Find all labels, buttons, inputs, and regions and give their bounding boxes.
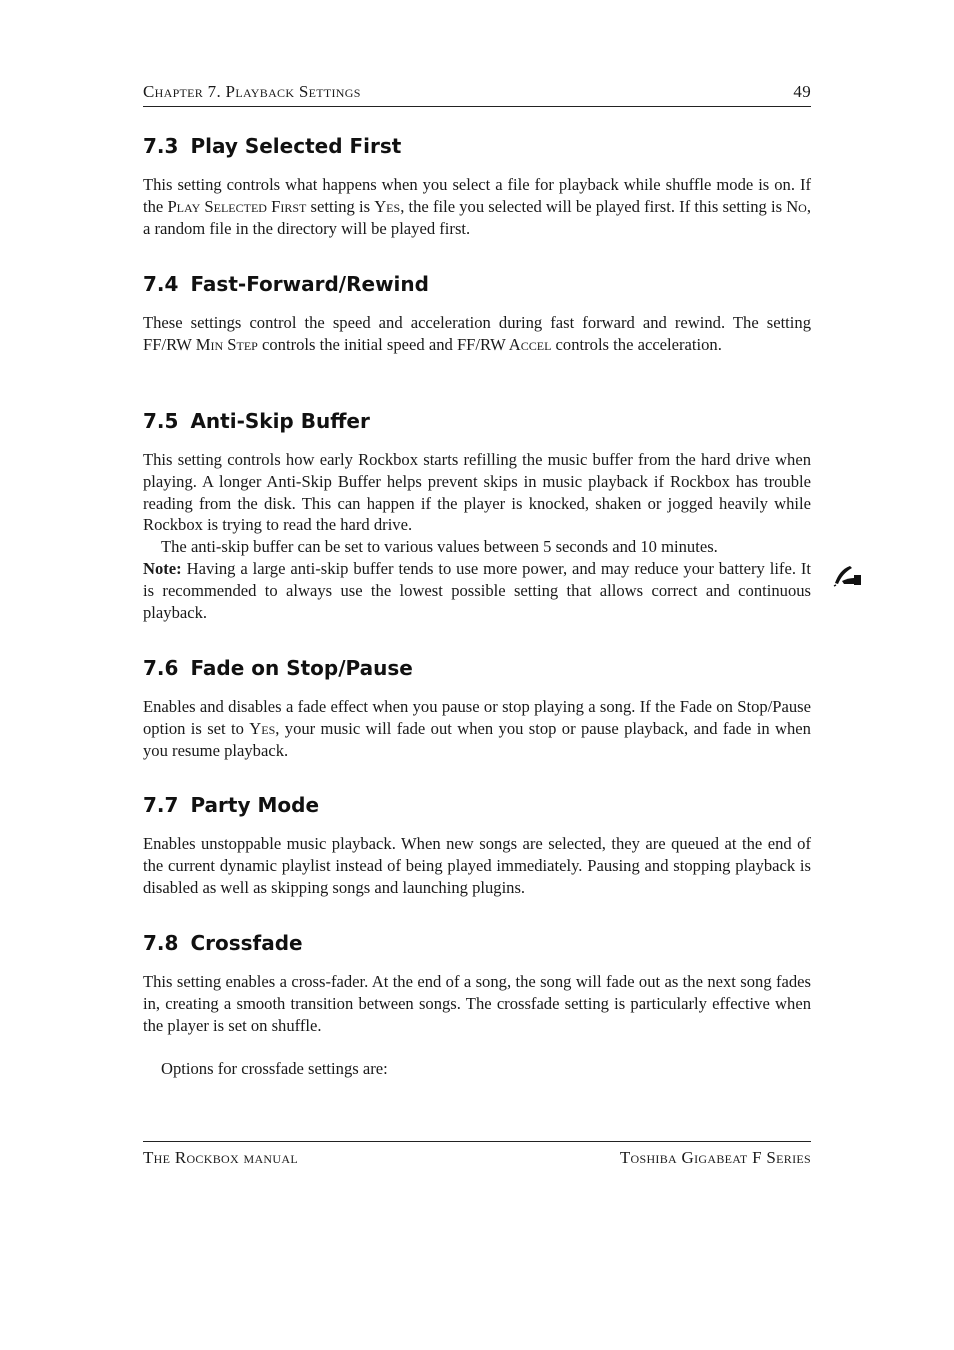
section-title: Crossfade bbox=[190, 931, 303, 955]
running-footer bbox=[143, 1141, 811, 1168]
section-heading bbox=[143, 408, 811, 434]
note-text: Having a large anti-skip buffer tends to use more power, and may reduce your battery life. It is recommended to always use the lowest possible setting that allows correct and continuous playback. bbox=[143, 558, 811, 622]
manual-title: The Rockbox manual bbox=[143, 1148, 298, 1167]
section-heading bbox=[143, 930, 811, 956]
text-run: These settings control the speed and acceleration during fast forward and rewind. The setting bbox=[143, 313, 811, 332]
section-crossfade bbox=[143, 930, 811, 1080]
section-heading bbox=[143, 271, 811, 297]
text-run: setting is bbox=[306, 196, 375, 216]
text-run: , a random file in the directory will be played first. bbox=[143, 196, 812, 238]
text-run: , your music will fade out when you stop or pause playback, and fade in when you resume playback. bbox=[143, 718, 811, 760]
setting-name: Play Selected First bbox=[167, 196, 307, 216]
paragraph: The anti-skip buffer can be set to various values between 5 seconds and 10 minutes. bbox=[161, 537, 718, 557]
section-heading bbox=[143, 792, 811, 818]
paragraph bbox=[143, 312, 811, 356]
section-title: Play Selected First bbox=[190, 134, 402, 158]
option-value: Yes bbox=[249, 718, 276, 738]
section-number: 7.5 bbox=[143, 409, 179, 433]
paragraph: Enables unstoppable music playback. When new songs are selected, they are queued at the end of the current dynamic playlist instead of being played immediately. Pausing and stopping playback is disabled as well as skipping songs and launching plugins. bbox=[143, 834, 811, 897]
text-run: Enables and disables a fade effect when you pause or stop playing a song. If the Fade on Stop/Pause option is set to bbox=[143, 697, 811, 738]
note-paragraph bbox=[143, 558, 811, 623]
setting-name: FF/RW Min Step bbox=[143, 334, 258, 354]
running-header bbox=[143, 82, 811, 107]
text-run: controls the acceleration. bbox=[551, 334, 722, 354]
section-party-mode bbox=[143, 792, 811, 898]
paragraph: Options for crossfade settings are: bbox=[161, 1059, 388, 1079]
text-run: controls the initial speed and bbox=[257, 334, 457, 354]
section-title: Fast-Forward/Rewind bbox=[190, 272, 429, 296]
option-value: No bbox=[786, 196, 807, 216]
section-number: 7.3 bbox=[143, 134, 179, 158]
section-fast-forward-rewind bbox=[143, 271, 811, 356]
paragraph bbox=[143, 174, 811, 239]
paragraph: This setting controls how early Rockbox starts refilling the music buffer from the hard drive when playing. A longer Anti-Skip Buffer helps prevent skips in music playback if Rockbox has trouble reading from the disk. This can happen if the player is knocked, shaken or jogged heavily while Rockbox is trying to read the hard drive. bbox=[143, 450, 811, 535]
chapter-title: Chapter 7. Playback Settings bbox=[143, 82, 361, 101]
section-anti-skip-buffer bbox=[143, 408, 811, 623]
writing-hand-icon bbox=[832, 563, 864, 587]
section-number: 7.6 bbox=[143, 656, 179, 680]
section-heading bbox=[143, 133, 811, 159]
note-label: Note: bbox=[143, 558, 182, 578]
device-name: Toshiba Gigabeat F Series bbox=[619, 1148, 811, 1167]
section-heading bbox=[143, 655, 811, 681]
setting-name: FF/RW Accel bbox=[456, 334, 552, 354]
section-title: Anti-Skip Buffer bbox=[190, 409, 370, 433]
section-title: Party Mode bbox=[190, 793, 320, 817]
page-number: 49 bbox=[793, 82, 811, 101]
paragraph bbox=[143, 696, 811, 761]
section-fade-on-stop-pause bbox=[143, 655, 811, 761]
paragraph: This setting enables a cross-fader. At the end of a song, the song will fade out as the next song fades in, creating a smooth transition between songs. The crossfade setting is particularly effective when the player is set on shuffle. bbox=[143, 972, 811, 1035]
section-play-selected-first bbox=[143, 133, 811, 239]
section-number: 7.4 bbox=[143, 272, 179, 296]
section-number: 7.8 bbox=[143, 931, 179, 955]
text-run: , the file you selected will be played first. If this setting is bbox=[400, 196, 787, 216]
section-title: Fade on Stop/Pause bbox=[190, 656, 413, 680]
option-value: Yes bbox=[374, 196, 401, 216]
text-run: This setting controls what happens when you select a file for playback while shuffle mode is on. If the bbox=[143, 175, 811, 216]
section-number: 7.7 bbox=[143, 793, 179, 817]
